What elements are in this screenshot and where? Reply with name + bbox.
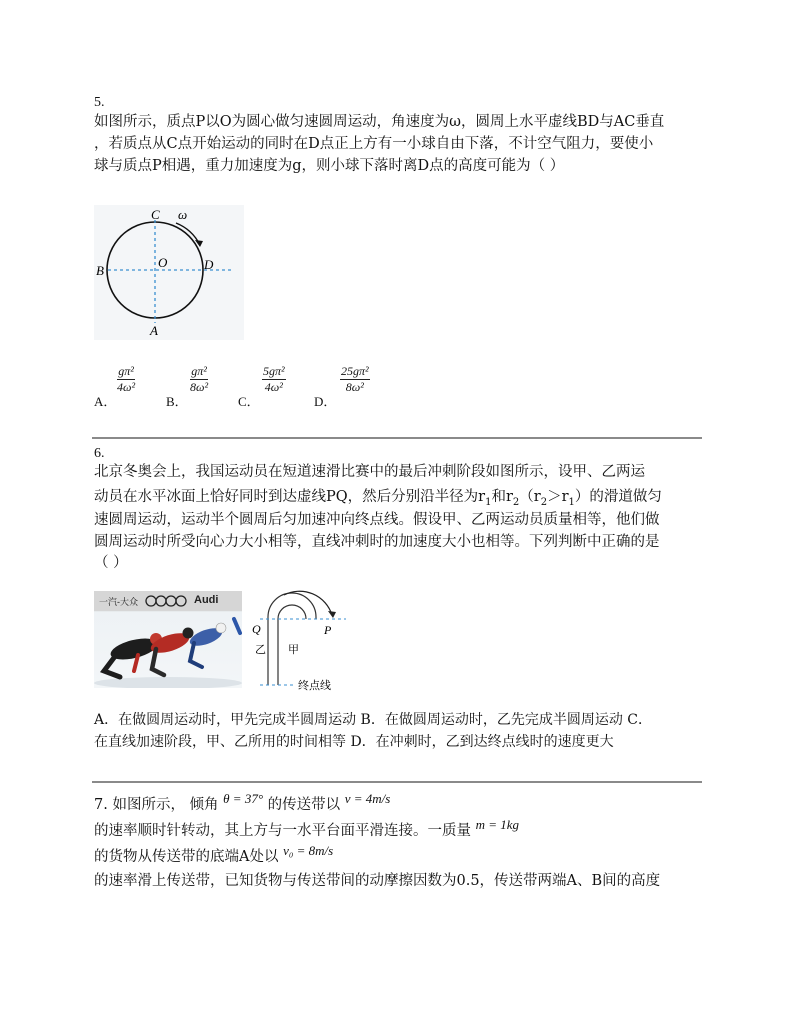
direction-arrowhead (328, 611, 336, 618)
skating-photo (94, 591, 242, 688)
q5-option-c-denominator: 4ω² (264, 380, 283, 394)
q5-option-d-fraction (340, 365, 370, 394)
q6-answers-line-1: A．在做圆周运动时，甲先完成半圆周运动 B．在做圆周运动时，乙先完成半圆周运动 C． (94, 712, 653, 728)
q5-option-a-denominator: 4ω² (117, 380, 136, 394)
q5-line-2: ，若质点从C点开始运动的同时在D点正上方有一小球自由下落，不计空气阻力，要使小 (94, 136, 654, 152)
q7-line-4: 的速率滑上传送带，已知货物与传送带间的动摩擦因数为0.5，传送带两端A、B间的高度 (94, 873, 661, 889)
q6-line-2-part-b: 和r (491, 489, 513, 505)
q5-option-d-numerator: 25gπ² (341, 364, 369, 378)
q6-line-3: 速圆周运动，运动半个圆周后匀加速冲向终点线。假设甲、乙两运动员质量相等，他们做 (94, 512, 660, 528)
q5-option-b-fraction (190, 365, 208, 394)
q7-theta-expression: θ = 37° (223, 791, 264, 806)
q6-sub-r1: 1 (485, 496, 492, 508)
q6-line-2-part-c: （r (519, 489, 541, 505)
skaters-illustration (94, 611, 242, 688)
q5-option-d-label: D． (314, 394, 337, 409)
q5-option-c-label: C． (238, 394, 260, 409)
q7-v0-expression: v₀ = 8m/s (283, 843, 334, 858)
q5-option-c-numerator: 5gπ² (263, 364, 285, 378)
q7-v-expression: v = 4m/s (344, 791, 391, 806)
label-jia: 甲 (288, 643, 299, 656)
divider-2 (92, 781, 702, 783)
q6-track-diagram (250, 585, 360, 695)
q6-sub-r2: 2 (512, 496, 520, 508)
photo-brand-2: Audi (194, 594, 219, 606)
q5-label-a: A (150, 323, 158, 338)
q6-line-2 (94, 487, 662, 513)
q5-option-c-fraction (262, 365, 286, 394)
q7-line-1-part-b: 的传送带以 (267, 797, 341, 813)
q7-line-3-part-a: 的货物从传送带的底端A处以 (94, 849, 279, 865)
q6-sub-r1b: 1 (568, 496, 575, 508)
label-p: P (324, 623, 332, 637)
q7-line-1-part-a: 7. 如图所示， 倾角 (94, 797, 219, 813)
q5-label-c: C (151, 207, 160, 222)
q5-option-b-denominator: 8ω² (190, 380, 209, 394)
q5-option-a-label: A． (94, 394, 117, 409)
track-lane-outer (268, 593, 316, 685)
q5-option-b-label: B． (166, 394, 188, 409)
q7-m-expression: m = 1kg (475, 817, 520, 832)
photo-brand-1: 一汽-大众 (99, 597, 138, 607)
label-finish-line: 终点线 (298, 679, 331, 692)
direction-arrow-arc (284, 591, 332, 615)
label-yi: 乙 (255, 643, 266, 656)
q7-line-2-part-a: 的速率顺时针转动，其上方与一水平台面平滑连接。一质量 (94, 823, 471, 839)
q5-option-b-numerator: gπ² (191, 364, 207, 378)
q5-label-d: D (204, 257, 214, 272)
q7-line-3 (94, 843, 334, 868)
q6-line-2-part-e: ）的滑道做匀 (574, 489, 662, 505)
q5-number: 5. (94, 95, 105, 110)
q5-option-a-numerator: gπ² (118, 364, 134, 378)
divider-1 (92, 437, 702, 439)
q6-line-5: （ ） (94, 555, 128, 571)
q7-line-2 (94, 817, 520, 842)
q6-number: 6. (94, 446, 105, 461)
audi-rings-icon (144, 594, 190, 608)
q5-label-o: O (158, 255, 168, 270)
q5-line-1: 如图所示，质点P以O为圆心做匀速圆周运动，角速度为ω，圆周上水平虚线BD与AC垂直 (94, 114, 665, 130)
q6-line-2-part-a: 动员在水平冰面上恰好同时到达虚线PQ，然后分别沿半径为r (94, 489, 486, 505)
q7-line-1 (94, 791, 391, 816)
q5-label-b: B (96, 263, 104, 278)
q5-circle-figure (94, 205, 244, 340)
q5-line-3: 球与质点P相遇，重力加速度为g，则小球下落时离D点的高度可能为（ ） (94, 158, 565, 174)
q6-answers-line-2: 在直线加速阶段，甲、乙所用的时间相等 D．在冲刺时，乙到达终点线时的速度更大 (94, 734, 614, 750)
q6-sub-r2b: 2 (540, 496, 548, 508)
q5-option-d-denominator: 8ω² (345, 380, 364, 394)
q6-line-2-part-d: ＞r (547, 489, 569, 505)
q5-option-a-fraction (117, 365, 135, 394)
q6-line-4: 圆周运动时所受向心力大小相等，直线冲刺时的加速度大小也相等。下列判断中正确的是 (94, 534, 660, 550)
q6-line-1: 北京冬奥会上，我国运动员在短道速滑比赛中的最后冲刺阶段如图所示，设甲、乙两运 (94, 464, 645, 480)
q5-label-omega: ω (178, 207, 188, 222)
label-q: Q (252, 622, 261, 636)
